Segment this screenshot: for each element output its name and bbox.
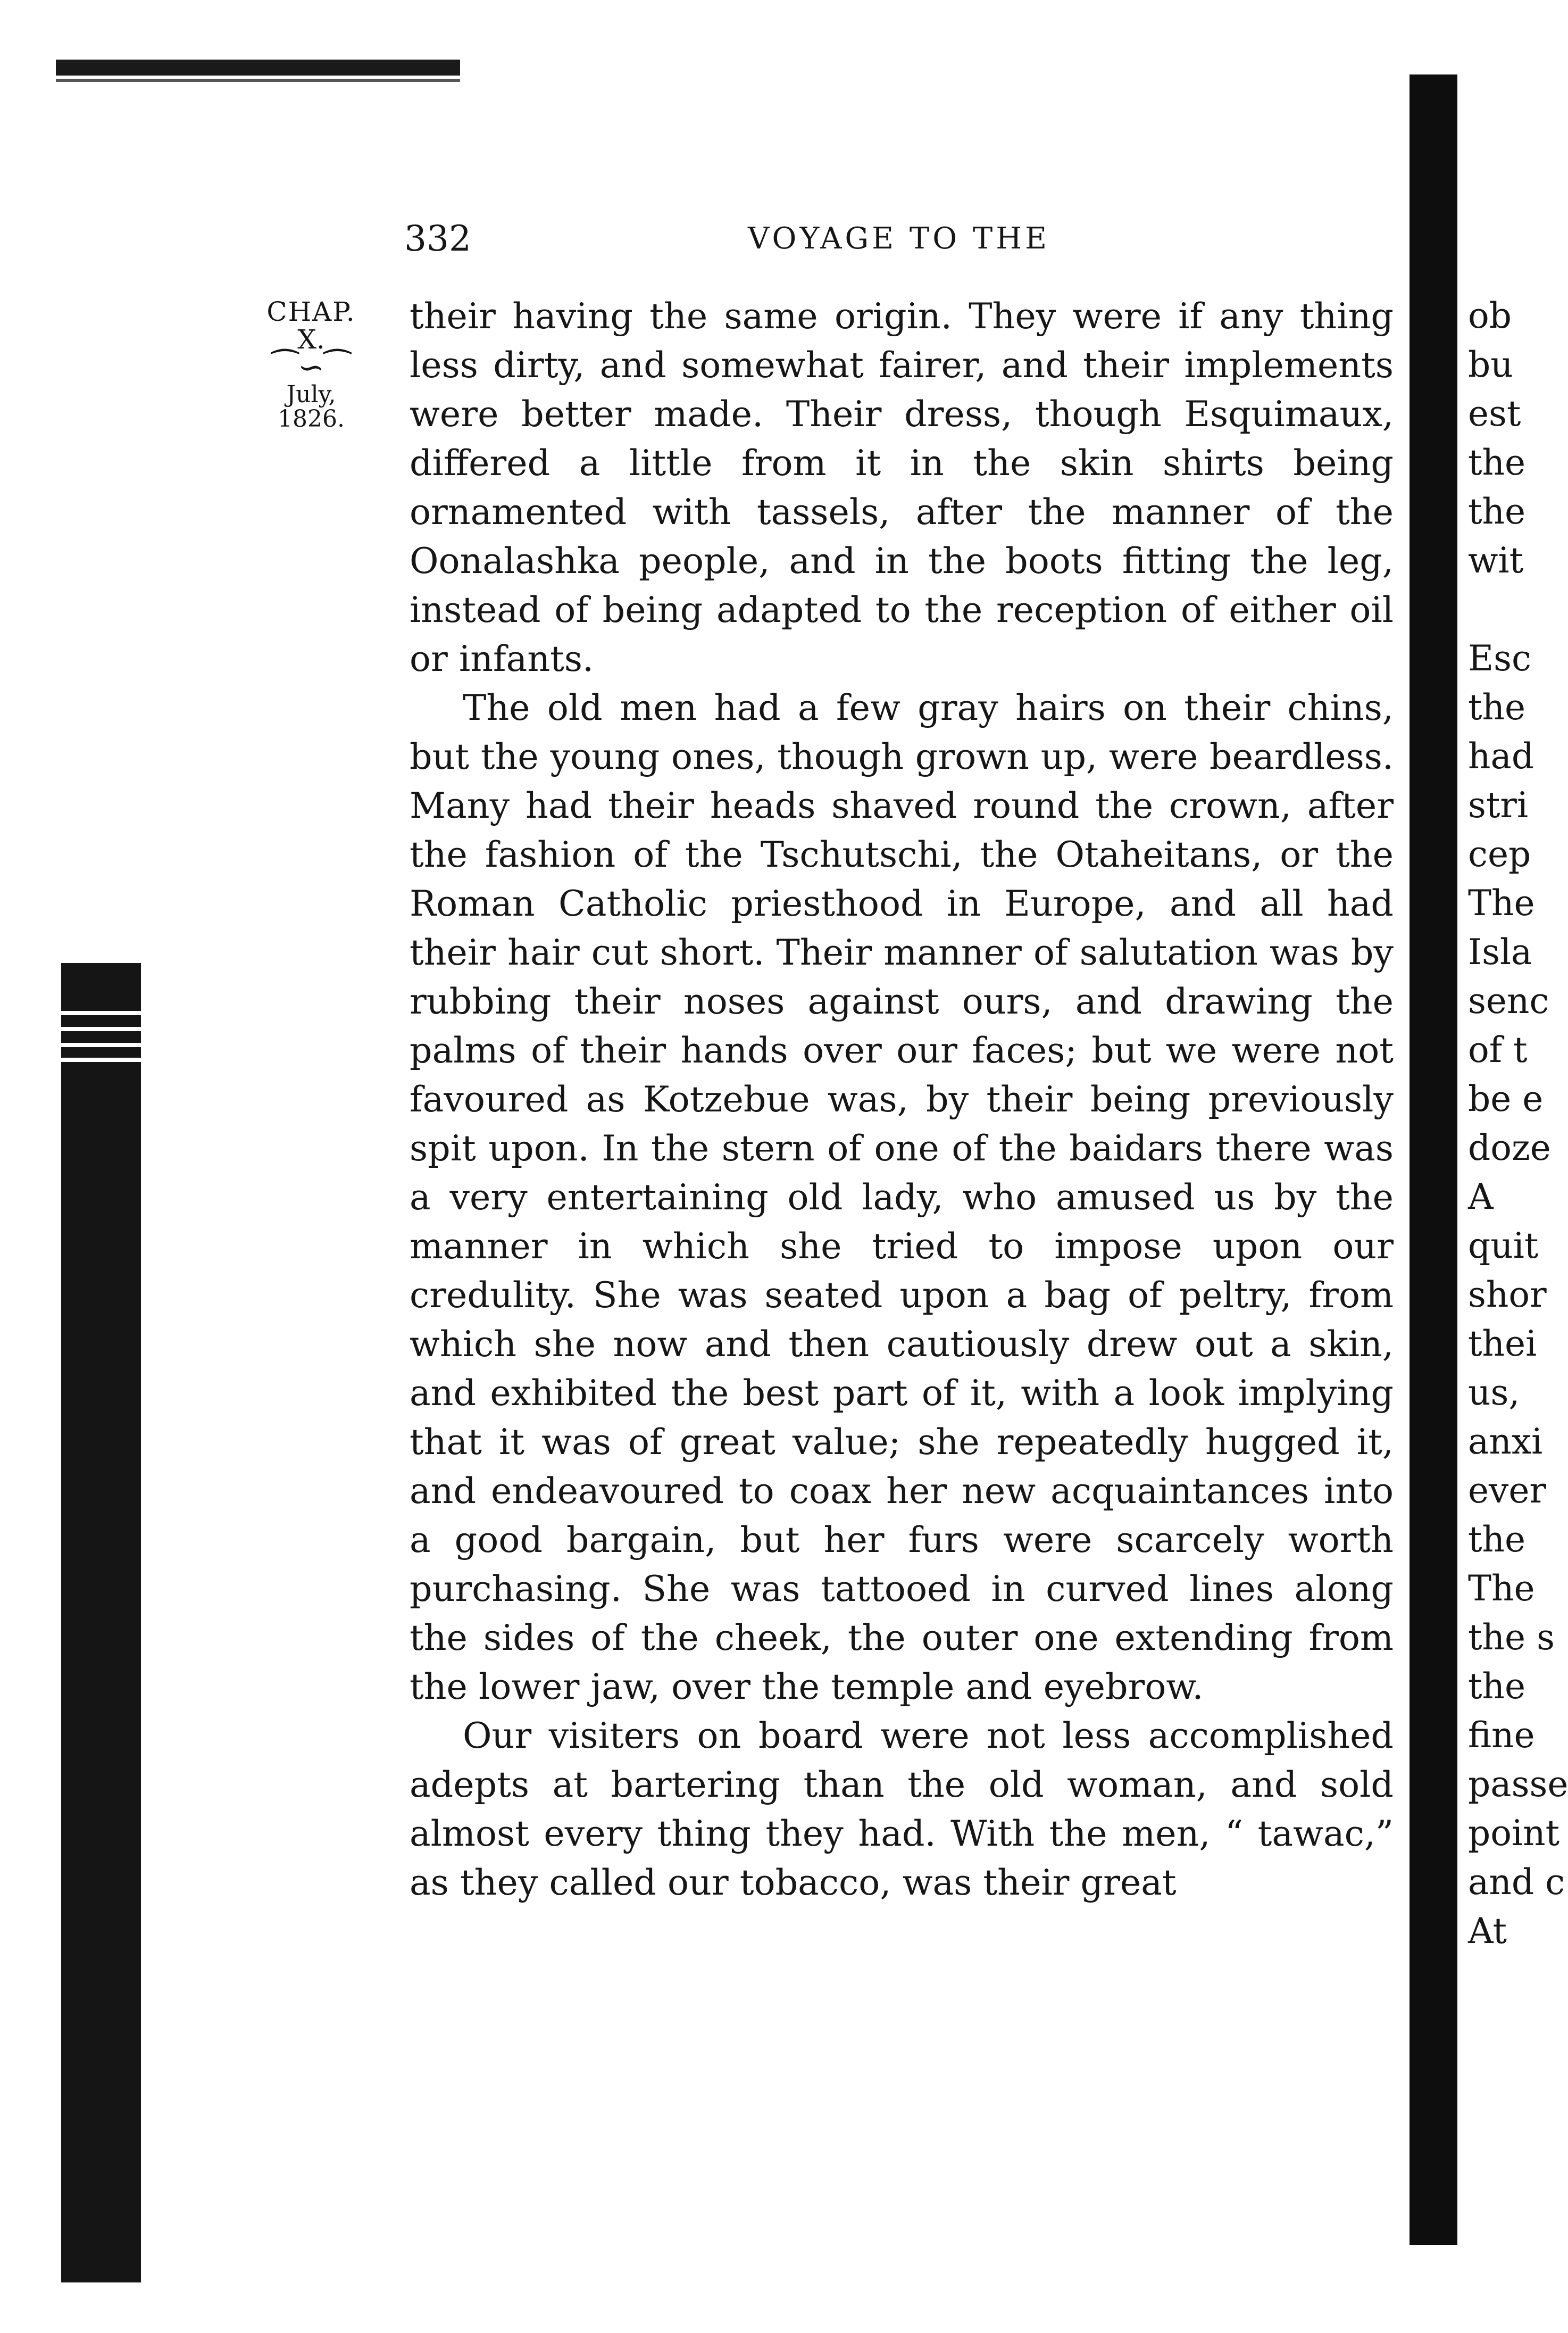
facing-line: A bbox=[1468, 1176, 1494, 1217]
facing-line: senc bbox=[1468, 981, 1549, 1022]
facing-line: us, bbox=[1468, 1372, 1520, 1413]
facing-line: the bbox=[1468, 442, 1526, 483]
page-number: 332 bbox=[404, 218, 471, 259]
margin-year: 1826. bbox=[278, 405, 345, 433]
facing-line: cep bbox=[1468, 834, 1531, 875]
facing-line: had bbox=[1468, 736, 1534, 777]
facing-line: Isla bbox=[1468, 932, 1532, 973]
paragraph: The old men had a few gray hairs on their chins, but the young ones, though grown up, were beardless. Many had their heads shaved round the crown, after the fashion of the Tschutschi, the Otaheitans, or the Roman Catholic priesthood in Europe, and all had their hair cut short. Their manner of salutation was by rubbing their noses against ours, and drawing the palms of their hands over our faces; but we were not favoured as Kotzebue was, by their being previously spit upon. In the stern of one of the baidars there was a very entertaining old lady, who amused us by the manner in which she tried to impose upon our credulity. She was seated upon a bag of peltry, from which she now and then cautiously drew out a skin, and exhibited the best part of it, with a look implying that it was of great value; she repeatedly hugged it, and endeavoured to coax her new acquaintances into a good bargain, but her furs were scarcely worth purchasing. She was tattooed in curved lines along the sides of the cheek, the outer one extending from the lower jaw, over the temple and eyebrow. bbox=[410, 687, 1394, 1707]
facing-line: fine bbox=[1468, 1715, 1535, 1756]
facing-line: anxi bbox=[1468, 1421, 1543, 1462]
facing-line: quit bbox=[1468, 1225, 1539, 1266]
brace-ornament: ⁀∽⁀ bbox=[272, 349, 351, 386]
facing-line: The bbox=[1468, 1568, 1535, 1609]
facing-line: stri bbox=[1468, 785, 1529, 826]
scan-edge-top bbox=[56, 60, 460, 76]
facing-page-fragment bbox=[1468, 292, 1568, 1956]
facing-line: ob bbox=[1468, 295, 1512, 336]
scan-edge-top-shadow bbox=[56, 79, 460, 82]
facing-line: the bbox=[1468, 687, 1526, 728]
facing-line: of t bbox=[1468, 1029, 1528, 1070]
facing-line: The bbox=[1468, 883, 1535, 924]
running-title: VOYAGE TO THE bbox=[748, 221, 1050, 256]
facing-line: At bbox=[1468, 1911, 1507, 1952]
facing-line: thei bbox=[1468, 1323, 1537, 1364]
facing-line: point bbox=[1468, 1813, 1560, 1854]
facing-line: doze bbox=[1468, 1127, 1551, 1168]
facing-line: passe bbox=[1468, 1764, 1568, 1805]
page-gutter-shadow bbox=[1409, 74, 1457, 2245]
facing-line: Esc bbox=[1468, 638, 1532, 679]
facing-line: be e bbox=[1468, 1078, 1544, 1119]
running-head bbox=[404, 218, 1394, 259]
facing-line: and c bbox=[1468, 1862, 1565, 1903]
facing-line: the bbox=[1468, 491, 1526, 532]
facing-line: bu bbox=[1468, 344, 1513, 385]
paragraph: Our visiters on board were not less accomplished adepts at bartering than the old woman, and sold almost every thing they had. With the men, “ tawac,” as they called our tobacco, was their great bbox=[410, 1715, 1394, 1903]
facing-line: the s bbox=[1468, 1617, 1555, 1658]
margin-note bbox=[245, 298, 378, 431]
facing-line: shor bbox=[1468, 1274, 1547, 1315]
facing-line: ever bbox=[1468, 1470, 1546, 1511]
facing-line: est bbox=[1468, 393, 1521, 434]
facing-line: the bbox=[1468, 1519, 1526, 1560]
facing-line bbox=[1468, 585, 1544, 634]
chapter-label: CHAP. bbox=[266, 296, 356, 327]
body-text bbox=[410, 292, 1394, 1907]
margin-month: July, bbox=[286, 381, 336, 408]
paragraph: their having the same origin. They were if any thing less dirty, and somewhat fairer, and their implements were better made. Their dress, though Esquimaux, differed a little from it in the skin shirts being ornamented with tassels, after the manner of the Oonalashka people, and in the boots fitting the leg, instead of being adapted to the reception of either oil or infants. bbox=[410, 295, 1394, 679]
scan-edge-left bbox=[61, 963, 141, 2282]
facing-line: the bbox=[1468, 1666, 1526, 1707]
facing-line: wit bbox=[1468, 540, 1524, 581]
chapter-number: X. bbox=[297, 324, 325, 355]
